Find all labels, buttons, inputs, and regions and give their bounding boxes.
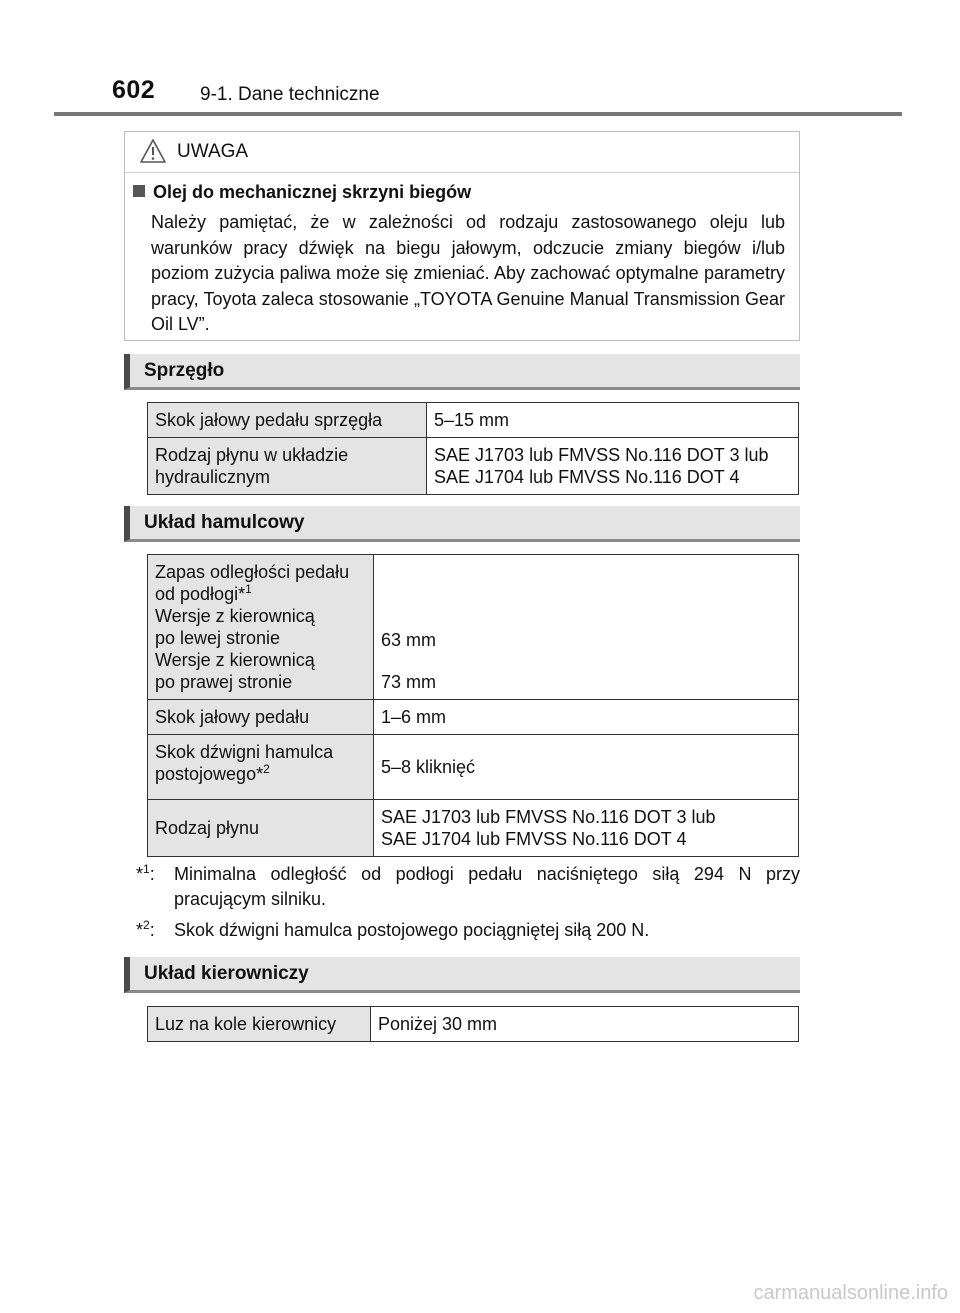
clutch-table <box>147 402 799 495</box>
table-cell-value <box>374 800 799 857</box>
page-number: 602 <box>112 76 156 104</box>
watermark: carmanualsonline.info <box>753 1282 948 1304</box>
label-line: Wersje z kierownicą <box>155 650 315 670</box>
warning-subtitle-text: Olej do mechanicznej skrzyni biegów <box>153 182 472 202</box>
table-cell-value: 5–8 kliknięć <box>374 735 799 800</box>
label-line: Wersje z kierownicą <box>155 606 315 626</box>
warning-subtitle <box>133 182 471 203</box>
table-cell-value: Poniżej 30 mm <box>371 1007 799 1042</box>
label-line: Rodzaj płynu w układzie <box>155 445 349 465</box>
footnote-ref: 2 <box>263 762 270 776</box>
section-title-clutch: Sprzęgło <box>144 360 225 381</box>
footnote <box>136 862 800 912</box>
table-cell-label: Luz na kole kierownicy <box>148 1007 371 1042</box>
table-cell-label: Skok jałowy pedału sprzęgła <box>148 403 427 438</box>
brakes-table <box>147 554 799 857</box>
footnote-marker: *$^2$: <box>136 918 155 940</box>
value-line: SAE J1703 lub FMVSS No.116 DOT 3 lub <box>381 807 716 827</box>
label-line: hydraulicznym <box>155 467 271 487</box>
warning-title: UWAGA <box>177 141 249 162</box>
table-row <box>148 735 799 800</box>
label-line: Skok dźwigni hamulca <box>155 742 334 762</box>
warning-header <box>125 132 799 173</box>
value-left-hand-drive: 63 mm <box>381 630 437 650</box>
table-cell-label: Skok jałowy pedału <box>148 700 374 735</box>
footnotes <box>136 862 800 949</box>
warning-text: Należy pamiętać, że w zależności od rodzaju zastosowanego oleju lub warunków pracy dźwięk na biegu jałowym, odczucie zmiany biegów i/lub poziom zużycia paliwa może się zmieniać. Aby zachować optymalne parametry pracy, Toyota zaleca stosowanie „TOYOTA Genuine Manual Transmission Gear Oil LV”. <box>151 212 785 334</box>
label-line: po lewej stronie <box>155 628 281 648</box>
section-title-brakes: Układ hamulcowy <box>144 512 305 533</box>
table-cell-label <box>148 555 374 700</box>
label-line: Zapas odległości pedału <box>155 562 350 582</box>
footnote-ref: 1 <box>245 582 252 596</box>
section-title-steering: Układ kierowniczy <box>144 963 309 984</box>
section-clutch <box>124 354 800 390</box>
table-row <box>148 800 799 857</box>
square-bullet-icon <box>133 185 145 197</box>
value-line: SAE J1704 lub FMVSS No.116 DOT 4 <box>381 829 687 849</box>
steering-table <box>147 1006 799 1042</box>
table-cell-value <box>374 555 799 700</box>
table-cell-label <box>148 735 374 800</box>
warning-box <box>124 131 800 341</box>
header-divider <box>54 112 902 116</box>
label-line: postojowego* <box>155 764 264 784</box>
table-cell-value: 5–15 mm <box>427 403 799 438</box>
warning-triangle-icon <box>139 138 167 164</box>
label-line: po prawej stronie <box>155 672 293 692</box>
value-line: SAE J1703 lub FMVSS No.116 DOT 3 lub <box>434 445 769 465</box>
table-cell-value: 1–6 mm <box>374 700 799 735</box>
label-line: od podłogi* <box>155 584 246 604</box>
section-brakes <box>124 506 800 542</box>
value-right-hand-drive: 73 mm <box>381 672 437 692</box>
footnote-text: Minimalna odległość od podłogi pedału naciśniętego siłą 294 N przy pracującym silniku. <box>174 864 800 909</box>
table-cell-value <box>427 438 799 495</box>
page-header <box>0 0 960 116</box>
footnote-marker: *$^1$: <box>136 862 155 884</box>
table-row <box>148 1007 799 1042</box>
table-row <box>148 438 799 495</box>
footnote <box>136 918 800 943</box>
table-row <box>148 555 799 700</box>
table-row <box>148 700 799 735</box>
table-cell-label <box>148 438 427 495</box>
footnote-text: Skok dźwigni hamulca postojowego pociągniętej siłą 200 N. <box>174 920 650 940</box>
section-steering <box>124 957 800 993</box>
table-row <box>148 403 799 438</box>
chapter-title: 9-1. Dane techniczne <box>200 84 380 105</box>
table-cell-label: Rodzaj płynu <box>148 800 374 857</box>
value-line: SAE J1704 lub FMVSS No.116 DOT 4 <box>434 467 740 487</box>
